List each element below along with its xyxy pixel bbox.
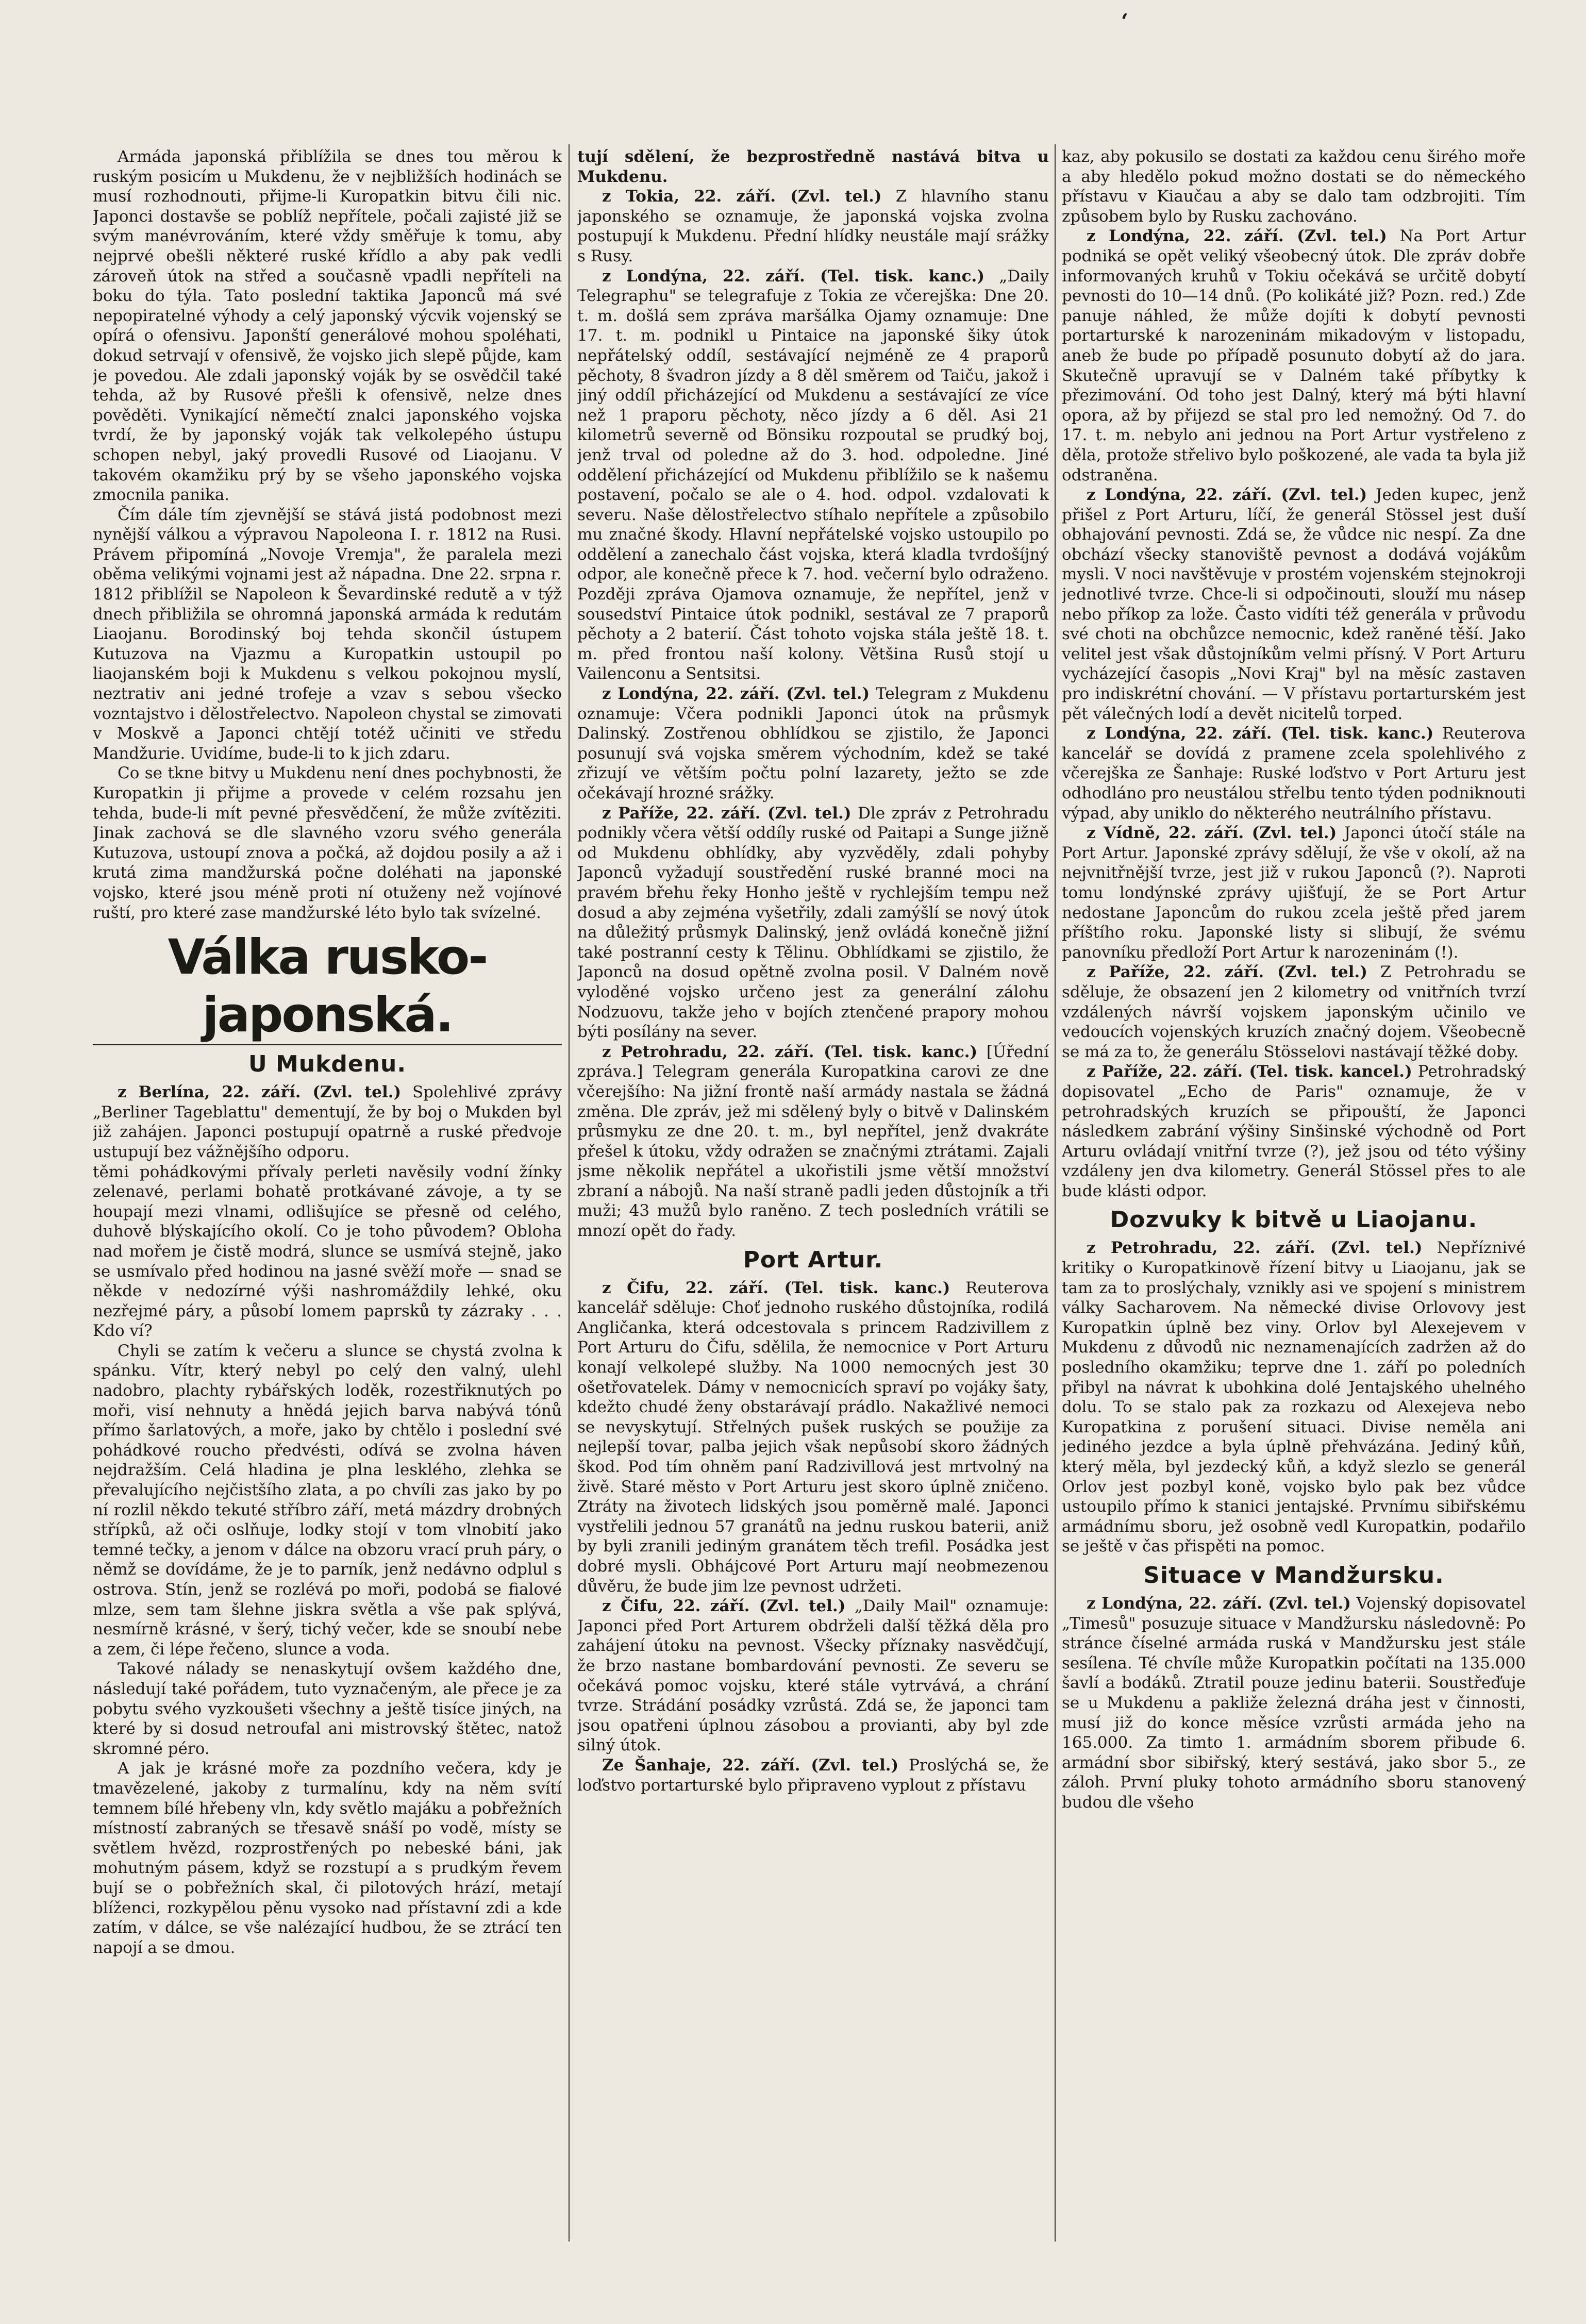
item-text: [Úřední zpráva.] Telegram generála Kuropatkina carovi ze dne včerejšího: Na jižní frontě naší armády nastala se žádná změna. Dle zpráv, jež mi sdělený byly o bitvě v Dalinském průsmyku ze dne 20. t. m., byl nepřítel, jenž dvakráte přešel k útoku, vždy odražen se značnými ztrátami. Zajali jsme několik nepřátel a ukořistili jsme větší množství zbraní a nábojů. Na naší straně padli jeden důstojník a tři muži; 43 mužů bylo raněno. Z tech posledních vrátili se mnozí opět do řady.	[577, 1042, 1049, 1241]
paragraph: Armáda japonská přiblížila se dnes tou měrou k ruským posicím u Mukdenu, že v nejbližších hodinách se musí rozhodnouti, přijme-li Kuropatkin bitvu čili nic. Japonci dostavše se poblíž nepřítele, počali zajisté již se svým manévrováním, které vždy směřuje k tomu, aby nejprvé obešli některé ruské křídlo a aby pak vedli zároveň útok na střed a současně vpadli nepříteli na boku do týla. Tato poslední taktika Japonců má své nepopiratelné výhody a celý japonský výcvik vojenský se opírá o ofensivu. Japonští generálové mohou spoléhati, dokud setrvají v ofensivě, že vojsko jich slepě půjde, kam je povedou. Ale zdali japonský voják by se osvědčil také tehda, až by Rusové přešli k ofensivě, nelze dnes pověděti. Vynikající němečtí znalci japonského vojska tvrdí, že by japonský voják tak velkolepého ústupu schopen nebyl, jaký provedli Rusové od Liaojanu. V takovém okamžiku prý by se všeho japonského vojska zmocnila panika.	[93, 147, 562, 505]
dateline: z Čifu, 22. září. (Tel. tisk. kanc.)	[602, 1278, 950, 1297]
paragraph: Co se tkne bitvy u Mukdenu není dnes pochybnosti, že Kuropatkin ji přijme a provede v celém rozsahu jen tehda, bude-li mít pevné přesvědčení, že může zvítěziti. Jinak zachová se dle slavného vzoru svého generála Kutuzova, ustoupí znova a počká, až dojdou posily a až i krutá zima mandžurská počne doléhati na japonské vojsko, které jsou méně proti ní otuženy než vojínové ruští, pro které zase mandžurské léto bylo tak svízelné.	[93, 764, 562, 922]
item-text: Reuterova kancelář se dovídá z pramene zcela spolehlivého z včerejška ze Šanhaje: Ruské loďstvo v Port Arturu jest odhodláno pro neustálou střelbu tento týden podniknouti výpad, aby uniklo do některého neutrálního přístavu.	[1062, 724, 1526, 823]
paragraph: Takové nálady se nenaskytují ovšem každého dne, následují také pořádem, tuto vyznačeným, ale přece je za pobytu svého vyzkoušeti všechny a ještě tisíce jiných, na které by si dosud netroufal ani mistrovský štětec, natož skromné péro.	[93, 1660, 562, 1758]
news-item	[1062, 1238, 1526, 1557]
news-item	[577, 1596, 1049, 1755]
column-3	[1062, 147, 1526, 2242]
item-text: Na Port Artur podniká se opět veliký všeobecný útok. Dle zpráv dobře informovaných kruhů v Tokiu očekává se určitě dobytí pevnosti do 10—14 dnů. (Po kolikáté již? Pozn. red.) Zde panuje náhled, že může dojíti k dobytí pevnosti portarturské k narozeninám mikadovým v listopadu, aneb že bude po případě posunuto dobytí až do jara. Skutečně upravují se v Dalném také příbytky k přezimování. Od toho jest Dalný, který má býti hlavní opora, až by přijezd se stal pro led nemožný. Od 7. do 17. t. m. nebylo ani jednou na Port Artur vystřeleno z děla, protože střelivo bylo poškozené, ale vada ta byla již odstraněna.	[1062, 227, 1526, 484]
news-item	[1062, 1062, 1526, 1201]
news-item	[1062, 226, 1526, 485]
column-2	[577, 147, 1049, 2242]
item-text: Spolehlivé zprávy „Berliner Tageblattu" dementují, že by boj o Mukden byl již zahájen. Japonci postupují opatrně a ruské předvoje ustupují bez vážnějšího odporu.	[93, 1083, 562, 1161]
section-title: Situace v Mandžursku.	[1143, 1562, 1444, 1589]
paragraph: Čím dále tím zjevnější se stává jistá podobnost mezi nynější válkou a výpravou Napoleona I. r. 1812 na Rusi. Právem připomíná „Novoje Vremja", že paralela mezi oběma velikými vojnami jest až nápadna. Dne 22. srpna r. 1812 přiblížil se Napoleon k Ševardinské redutě a v týž dnech přibližila se ohromná japonská armáda k redutám Liaojanu. Borodinský boj tehda skončil ústupem Kutuzova na Vjazmu a Kuropatkin ustoupil po liaojanském boji k Mukdenu s velkou pokojnou myslí, neztrativ ani jedné trofeje a vzav s sebou všecko vozntajstvo i dělostřelectvo. Napoleon chystal se zimovati v Moskvě a Japonci chtějí totéž učiniti ve středu Mandžurie. Uvidíme, bude-li to k jich zdaru.	[93, 505, 562, 763]
dateline: z Paříže, 22. září. (Zvl. tel.)	[1087, 963, 1367, 982]
news-item	[577, 266, 1049, 684]
lead-bold: tují sdělení, že bezprostředně nastává bitva u Mukdenu.	[577, 147, 1049, 186]
dateline: z Čifu, 22. září. (Zvl. tel.)	[602, 1597, 846, 1616]
page-mark: ‘	[1121, 9, 1128, 34]
section-title: Dozvuky k bitvě u Liaojanu.	[1110, 1207, 1478, 1233]
dateline: Ze Šanhaje, 22. září. (Zvl. tel.)	[602, 1755, 899, 1775]
item-text: Dle zpráv z Petrohradu podnikly včera větší oddíly ruské od Paitapi a Sunge jižně od Mukdenu obhlídky, aby vyzvěděly, zdali pohyby Japonců vyžadují soustředění ruské branné moci na pravém břehu řeky Honho ještě v rychlejším tempu než dosud a aby zejména vyšetřily, zdali zamýšlí se nový útok na důležitý průsmyk Dalinský, jenž ovládá konečně jižní také postranní cesty k Tělinu. Obhlídkami se zjistilo, že Japonců na dosud opětně zvolna posil. V Dalném nově vyloděné vojsko určeno jest za generální zálohu Nodzuovu, takže jeho v bojích ztenčené prapory mohou býti posílány na sever.	[577, 804, 1049, 1042]
item-text: Petrohradský dopisovatel „Echo de Paris" oznamuje, že v petrohradských kruzích se připouští, že Japonci následkem zabrání výšiny Sinšinské východně od Port Arturu ovládají vnitřní tvrze (?), jež jsou od této výšiny vzdáleny jen dva kilometry. Generál Stössel přes to ale bude klásti odpor.	[1062, 1062, 1526, 1200]
paragraph: Chyli se zatím k večeru a slunce se chystá zvolna k spánku. Vítr, který nebyl po celý den valný, ulehl nadobro, plachty rybářských loděk, rozestřiknutých po moři, visí nehnuty a hnědá jejich barva nabývá tónů přímo šarlatových, a moře, jako by chtělo i poslední své pohádkové roucho předvésti, odívá se zvolna háven nejdražším. Celá hladina je plna lesklého, zlehka se převalujícího nejčistšího zlata, a po chvíli zas jako by po ní rozlil někdo tekuté stříbro září, metá mázdry drobných střípků, až oči oslňuje, lodky stojí v tom vlnobití jako temné tečky, a jenom v dálce na obzoru vrací pruh páry, o němž se dovídáme, že je to parník, jenž nedávno odplul s ostrova. Stín, jenž se rozlévá po moři, podobá se fialové mlze, sem tam šlehne jiskra světla a vše pak splývá, nesmírně krásné, v šerý, tichý večer, kde se snoubí nebe a zem, či lépe řečeno, slunce a voda.	[93, 1341, 562, 1659]
item-text: Vojenský dopisovatel „Timesů" posuzuje situace v Mandžursku následovně: Po stránce číselné armáda ruská v Mandžursku jest stále sesílena. Té chvíle může Kuropatkin počítati na 135.000 šavlí a bodáků. Ztratil pouze jedinu baterii. Soustřeďuje se u Mukdenu a pakliže železná dráha jest v činnosti, musí již do konce měsíce vzrůsti armáda jeho na 165.000. Za timto 1. armádním sborem přibude 6. armádní sbor sibiřský, který sestává, jako sbor 5., ze záloh. První pluky tohoto armádního sboru stanovený budou dle všeho	[1062, 1594, 1526, 1812]
dateline: z Berlína, 22. září. (Zvl. tel.)	[118, 1083, 402, 1102]
dateline: z Petrohradu, 22. září. (Tel. tisk. kanc.)	[602, 1042, 978, 1061]
dateline: z Petrohradu, 22. září. (Zvl. tel.)	[1087, 1239, 1423, 1258]
dateline: z Londýna, 22. září. (Zvl. tel.)	[1087, 227, 1387, 246]
column-rule-1	[569, 144, 570, 2242]
dateline: z Londýna, 22. září. (Zvl. tel.)	[602, 684, 870, 704]
item-text: Z Petrohradu se sděluje, že obsazení jen 2 kilometry od vnitřních tvrzí vzdálených návrší vojskem japonským učinilo ve vedoucích vojenských kruzích značný dojem. Všeobecně se má za to, že generálu Stösselovi nastávají těžké doby.	[1062, 963, 1526, 1061]
dateline: z Londýna, 22. září. (Zvl. tel.)	[1087, 486, 1367, 505]
item-text: Z hlavního stanu japonského se oznamuje, že japonská vojska zvolna postupují k Mukdenu. Přední hlídky neustále mají srážky s Rusy.	[577, 187, 1049, 265]
news-item	[1062, 147, 1526, 226]
news-item	[1062, 962, 1526, 1062]
news-item	[1062, 485, 1526, 724]
news-item	[577, 1278, 1049, 1597]
news-item	[577, 1755, 1049, 1795]
paragraph: těmi pohádkovými přívaly perleti navěsily vodní žínky zelenavé, perlami bohatě protkávané závoje, a ty se houpají mezi vlnami, odlišujíce se přesně od celého, duhově blýskajícího okolí. Co je toho původem? Obloha nad mořem je čistě modrá, slunce se usmívá stejně, jako se usmívalo před hodinou na jasné svěží moře — snad se někde v nedozírné výši nashromáždily lehké, oku nezřejmé páry, a působí lomem paprsků ty zázraky . . . Kdo ví?	[93, 1162, 562, 1341]
dateline: z Tokia, 22. září. (Zvl. tel.)	[602, 187, 882, 206]
item-text: kaz, aby pokusilo se dostati za každou cenu širého moře a aby hledělo pokud možno dostati se do německého přístavu v Kiaučau a aby se dalo tam odzbrojiti. Tím způsobem bylo by Rusku zachováno.	[1062, 147, 1526, 226]
news-item	[1062, 1594, 1526, 1813]
item-text: „Daily Mail" oznamuje: Japonci před Port Arturem obdrželi další těžká děla pro zahájení útoku na pevnost. Všecky příznaky nasvědčují, že brzo nastane bombardování pevnosti. Ze severu se očekává pomoc vojsku, které stále vytrvává, a chrání tvrze. Strádání posádky vzrůstá. Zdá se, že japonci tam jsou opatřeni úplnou zásobou a provianti, aby byl zde silný útok.	[577, 1597, 1049, 1755]
item-text: Nepříznivé kritiky o Kuropatkinově řízení bitvy u Liaojanu, jak se tam za to proslýchaly, vznikly asi ve spojení s ministrem války Sacharovem. Na německé divise Orlovovy jest Kuropatkin úplně bez viny. Orlov byl Alexejevem v Mukdenu z důvodů nic neznamenajících zadržen až do posledního okamžiku; teprve dne 1. září po poledních přibyl na návrat k ubohkina dolé Jentajského uhelného dolu. To se stalo pak za rozkazu od Alexejeva nebo Kuropatkina z porušení situaci. Divise neměla ani jediného jezdce a byla úplně přehvázána. Jediný kůň, který měla, byl jezdecký kůň, a když slezlo se generál Orlov jest pozbyl koně, vojsko bylo pak bez vůdce ustoupilo přímo k stanici jentajské. Prvnímu sibiřskému armádnímu sboru, jež osobně vedl Kuropatkin, podařilo se ještě v čas přispěti na pomoc.	[1062, 1239, 1526, 1556]
news-item	[577, 187, 1049, 266]
dateline: z Paříže, 22. září. (Tel. tisk. kancel.)	[1087, 1062, 1412, 1081]
item-text: Reuterova kancelář sděluje: Choť jednoho ruského důstojníka, rodilá Angličanka, která odcestovala s princem Radzivillem z Port Arturu do Čifu, sdělila, že nemocnice v Port Arturu konají velkolepé služby. Na 1000 nemocných jest 30 ošetřovatelek. Dámy v nemocnicích spraví po vojáky šaty, kdežto chudé ženy obstarávají prádlo. Nakažlivé nemoci se nevyskytují. Střelných pušek ruských se použije za nejlepší tovar, palba jejich však nepůsobí skoro žádných škod. Pod tím ohněm paní Radzivillová jest mrtvolný na živě. Staré město v Port Arturu jest skoro úplně zničeno. Ztráty na životech lidských jsou poměrně malé. Japonci vystřelili jednou 57 granátů na jednu ruskou baterii, aniž by byli zranili jediným granátem těch trefil. Posádka jest dobré mysli. Obhájcové Port Arturu mají neobmezenou důvěru, že bude jim lze pevnost udržeti.	[577, 1278, 1049, 1596]
news-item	[1062, 823, 1526, 962]
news-item	[577, 1042, 1049, 1241]
dateline: z Londýna, 22. září. (Tel. tisk. kanc.)	[1087, 724, 1434, 743]
news-item	[93, 1082, 562, 1162]
dateline: z Londýna, 22. září. (Tel. tisk. kanc.)	[602, 266, 985, 286]
subheadline: U Mukdenu.	[248, 1051, 407, 1078]
column-1	[93, 147, 562, 2242]
dateline: z Paříže, 22. září. (Zvl. tel.)	[602, 804, 852, 823]
item-text: „Daily Telegraphu" se telegrafuje z Tokia ze včerejška: Dne 20. t. m. došlá sem zpráva maršálka Ojamy oznamuje: Dne 17. t. m. podnikl u Pintaice na japonské šiky útok nepřátelský oddíl, sestávající nejméně ze 4 praporů pěchoty, 8 švadron jízdy a 8 děl směrem od Taiču, jakož i jiný oddíl přicházející od Mukdenu a sestávající ze více než 1 praporu pěchoty, něco jízdy a 6 děl. Asi 21 kilometrů severně od Bönsiku rozpoutal se prudký boj, jenž trval od poledne až do 3. hod. odpoledne. Jiné oddělení přicházející od Mukdenu přiblížilo se k našemu postavení, počalo se ale o 4. hod. odpol. vzdalovati k severu. Naše dělostřelectvo stíhalo nepřítele a způsobilo mu značné škody. Hlavní nepřátelské vojsko ustoupilo po oddělení a zanechalo část vojska, která kladla tvrdošíjný odpor, ale konečně přece k 7. hod. večerní bylo odraženo. Později zpráva Ojamova oznamuje, že nepřítel, jenž v sousedství Pintaice útok podnikl, sestával ze 7 praporů pěchoty a 2 baterií. Část tohoto vojska stála ještě 18. t. m. před frontou naší kolony. Většina Rusů stojí u Vailenconu a Sentsitsi.	[577, 266, 1049, 683]
section-title: Port Artur.	[743, 1246, 883, 1273]
news-item	[1062, 724, 1526, 823]
item-text: Telegram z Mukdenu oznamuje: Včera podnikli Japonci útok na průsmyk Dalinský. Zostřenou obhlídkou se zjistilo, že Japonci posunují svá vojska směrem východním, kdež se také zřizují ve větším počtu polní lazarety, ježto se zde očekávají hrozné srážky.	[577, 684, 1049, 802]
paragraph: A jak je krásné moře za pozdního večera, kdy je tmavězelené, jakoby z turmalínu, kdy na něm svítí temnem bílé hřebeny vln, kdy světlo majáku a pobřežních místností zabraných se třesavě snáší po vodě, místy se světlem hvězd, rozprostřených po nebeské báni, jak mohutným pásem, když se rozstupí a s prudkým řevem bují se o pobřežních skal, či pilotových hrází, metají blíženci, rozkypělou pěnu vysoko nad přístavní zdi a kde zatím, v dálce, se vše nalézající hudbou, že se ztrácí ten napojí a se dmou.	[93, 1759, 562, 1957]
headline: Válka rusko-japonská.	[93, 929, 562, 1045]
item-text: Jeden kupec, jenž přišel z Port Arturu, líčí, že generál Stössel jest duší obhajování pevnosti. Zdá se, že vůdce nic nespí. Za dne obchází všecky stanoviště pevnost a dodává vojákům mysli. V noci navštěvuje v prostém vojenském stejnokroji jednotlivé tvrze. Chce-li si odpočinouti, slouží mu násep nebo příkop za lože. Často vidíti též generála v průvodu své choti na obchůzce nemocnic, kdež raněné těší. Jako velitel jest však důstojníkům velmi přísný. V Port Arturu vycházející časopis „Novi Kraj" byl na měsíc zastaven pro indiskrétní chování. — V přístavu portarturském jest pět válečných lodí a devět nicitelů torped.	[1062, 486, 1526, 723]
news-item	[577, 804, 1049, 1042]
item-text: Proslýchá se, že loďstvo portarturské bylo připraveno vyplout z přístavu	[577, 1755, 1049, 1795]
item-text: Japonci útočí stále na Port Artur. Japonské zprávy sdělují, že vše v okolí, až na nejvnitřnější tvrze, jest již v rukou Japonců (?). Naproti tomu londýnské zprávy ujišťují, že se Port Artur nedostane Japoncům do rukou zcela ještě před jarem příštího roku. Japonské listy si slibují, že svému panovníku předloží Port Artur k narozeninám (!).	[1062, 824, 1526, 962]
news-item	[577, 684, 1049, 804]
column-rule-2	[1055, 144, 1056, 2242]
dateline: z Londýna, 22. září. (Zvl. tel.)	[1087, 1594, 1351, 1613]
dateline: z Vídně, 22. září. (Zvl. tel.)	[1087, 824, 1337, 843]
